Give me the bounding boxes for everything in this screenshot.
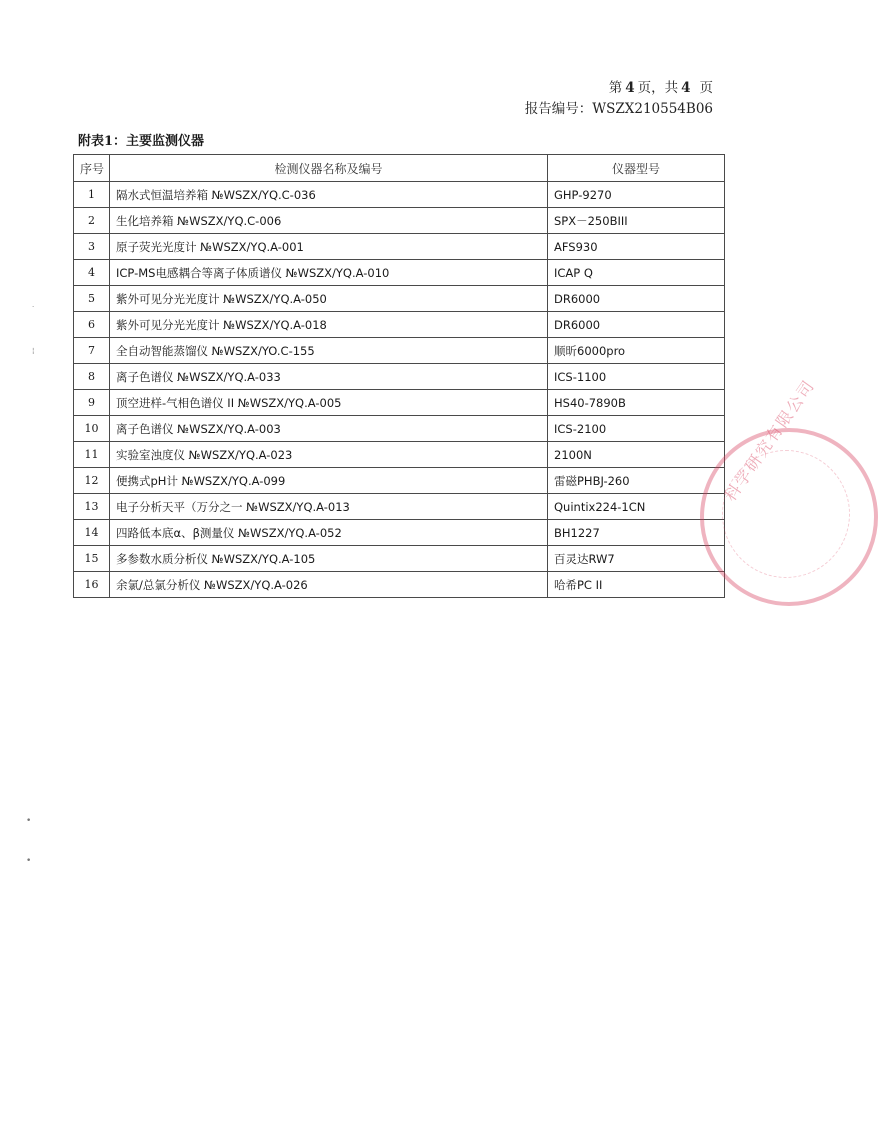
- header-instrument-model: 仪器型号: [548, 155, 725, 182]
- table-row: [74, 234, 725, 260]
- row-instrument-name: 生化培养箱 №WSZX/YQ.C-006: [110, 208, 548, 234]
- row-instrument-name: 离子色谱仪 №WSZX/YQ.A-003: [110, 416, 548, 442]
- table-row: [74, 312, 725, 338]
- row-instrument-name: 四路低本底α、β测量仪 №WSZX/YQ.A-052: [110, 520, 548, 546]
- row-instrument-model: SPX－250BIII: [548, 208, 725, 234]
- seal-text: 科学研究有限公司: [720, 375, 819, 505]
- row-index: 4: [74, 260, 110, 286]
- page-current: 4: [625, 80, 635, 96]
- row-instrument-model: 百灵达RW7: [548, 546, 725, 572]
- row-index: 8: [74, 364, 110, 390]
- row-index: 9: [74, 390, 110, 416]
- table-row: [74, 572, 725, 598]
- row-instrument-name: 多参数水质分析仪 №WSZX/YQ.A-105: [110, 546, 548, 572]
- row-index: 5: [74, 286, 110, 312]
- row-index: 6: [74, 312, 110, 338]
- row-index: 1: [74, 182, 110, 208]
- row-instrument-name: 紫外可见分光光度计 №WSZX/YQ.A-018: [110, 312, 548, 338]
- row-instrument-name: 顶空进样-气相色谱仪 II №WSZX/YQ.A-005: [110, 390, 548, 416]
- table-row: [74, 208, 725, 234]
- table-row: [74, 442, 725, 468]
- row-index: 12: [74, 468, 110, 494]
- table-row: [74, 182, 725, 208]
- row-index: 10: [74, 416, 110, 442]
- row-index: 7: [74, 338, 110, 364]
- page-total: 4: [681, 80, 691, 96]
- scan-speck: ·: [32, 303, 35, 311]
- scan-speck: •: [26, 856, 32, 866]
- row-index: 15: [74, 546, 110, 572]
- row-instrument-model: 2100N: [548, 442, 725, 468]
- table-row: [74, 468, 725, 494]
- row-instrument-name: 紫外可见分光光度计 №WSZX/YQ.A-050: [110, 286, 548, 312]
- row-instrument-model: ICS-1100: [548, 364, 725, 390]
- table-header-row: [74, 155, 725, 182]
- row-instrument-name: 全自动智能蒸馏仪 №WSZX/YO.C-155: [110, 338, 548, 364]
- row-index: 16: [74, 572, 110, 598]
- row-instrument-model: 顺昕6000pro: [548, 338, 725, 364]
- row-instrument-name: 便携式pH计 №WSZX/YQ.A-099: [110, 468, 548, 494]
- table-row: [74, 520, 725, 546]
- row-instrument-model: 哈希PC II: [548, 572, 725, 598]
- report-number: WSZX210554B06: [592, 101, 713, 117]
- table-caption: 附表1：主要监测仪器: [78, 134, 205, 149]
- page-prefix: 第: [608, 80, 623, 96]
- row-instrument-name: ICP-MS电感耦合等离子体质谱仪 №WSZX/YQ.A-010: [110, 260, 548, 286]
- table-row: [74, 364, 725, 390]
- row-instrument-model: Quintix224-1CN: [548, 494, 725, 520]
- report-label: 报告编号：: [524, 101, 593, 117]
- row-index: 13: [74, 494, 110, 520]
- row-instrument-model: DR6000: [548, 286, 725, 312]
- row-instrument-model: 雷磁PHBJ-260: [548, 468, 725, 494]
- table-row: [74, 390, 725, 416]
- page-header: [525, 78, 713, 120]
- page-mid: 页，共: [637, 80, 679, 96]
- table-row: [74, 546, 725, 572]
- row-instrument-model: AFS930: [548, 234, 725, 260]
- page-number: [525, 78, 713, 99]
- row-index: 2: [74, 208, 110, 234]
- table-row: [74, 494, 725, 520]
- row-instrument-model: DR6000: [548, 312, 725, 338]
- scan-speck: •: [26, 816, 32, 826]
- company-seal-stamp: [700, 375, 878, 606]
- report-number-line: [525, 99, 713, 120]
- instruments-table: [73, 154, 725, 598]
- row-instrument-model: ICAP Q: [548, 260, 725, 286]
- table-row: [74, 260, 725, 286]
- page-suffix: 页: [699, 80, 713, 96]
- table-row: [74, 416, 725, 442]
- seal-inner-ring: [722, 450, 850, 578]
- row-instrument-name: 隔水式恒温培养箱 №WSZX/YQ.C-036: [110, 182, 548, 208]
- row-instrument-model: GHP-9270: [548, 182, 725, 208]
- table-row: [74, 286, 725, 312]
- row-index: 11: [74, 442, 110, 468]
- row-instrument-model: ICS-2100: [548, 416, 725, 442]
- row-instrument-model: BH1227: [548, 520, 725, 546]
- scan-speck: ¦: [32, 347, 35, 355]
- row-instrument-name: 离子色谱仪 №WSZX/YQ.A-033: [110, 364, 548, 390]
- header-instrument-name: 检测仪器名称及编号: [110, 155, 548, 182]
- row-instrument-name: 实验室浊度仪 №WSZX/YQ.A-023: [110, 442, 548, 468]
- row-index: 14: [74, 520, 110, 546]
- row-instrument-name: 余氯/总氯分析仪 №WSZX/YQ.A-026: [110, 572, 548, 598]
- row-instrument-model: HS40-7890B: [548, 390, 725, 416]
- row-instrument-name: 原子荧光光度计 №WSZX/YQ.A-001: [110, 234, 548, 260]
- row-instrument-name: 电子分析天平（万分之一 №WSZX/YQ.A-013: [110, 494, 548, 520]
- table-row: [74, 338, 725, 364]
- header-index: 序号: [74, 155, 110, 182]
- row-index: 3: [74, 234, 110, 260]
